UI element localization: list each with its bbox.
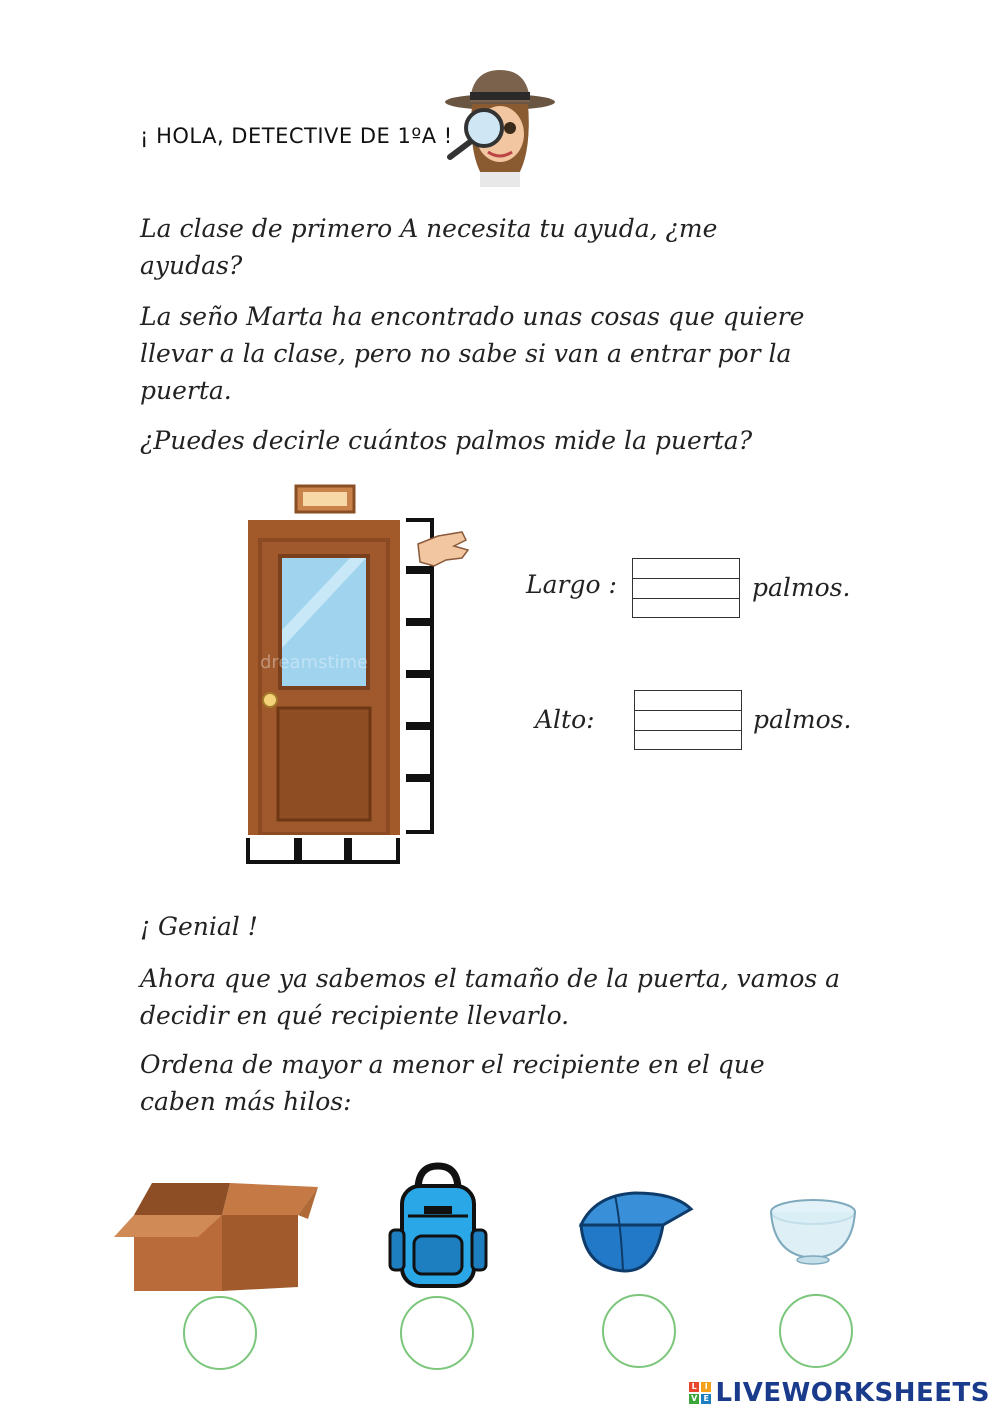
bowl-icon <box>768 1196 858 1266</box>
second-paragraph-1: Ahora que ya sabemos el tamaño de la puerta, vamos a decidir en qué recipiente llevarlo. <box>140 964 841 1030</box>
alto-unit: palmos. <box>753 705 852 734</box>
intro-paragraph-1: La clase de primero A necesita tu ayuda, ¿me ayudas? <box>140 214 718 280</box>
largo-input-2[interactable] <box>633 581 739 600</box>
intro-question: ¿Puedes decirle cuántos palmos mide la puerta? <box>140 426 753 455</box>
liveworksheets-brand <box>689 1378 990 1408</box>
horizontal-palm-marks <box>248 838 398 862</box>
order-circle-box[interactable] <box>183 1296 257 1370</box>
brand-text: LIVEWORKSHEETS <box>715 1378 990 1408</box>
genial-text: ¡ Genial ! <box>140 912 258 941</box>
hand-icon <box>418 532 468 566</box>
cap-icon <box>575 1185 695 1275</box>
watermark-text: dreamstime <box>260 652 369 673</box>
door-knob <box>263 693 277 707</box>
intro-paragraph-2: La seño Marta ha encontrado unas cosas que quiere llevar a la clase, pero no sabe si van a entrar por la puerta. <box>140 302 805 405</box>
largo-input-3[interactable] <box>633 601 739 620</box>
alto-answer-box <box>634 690 742 750</box>
largo-unit: palmos. <box>752 573 851 602</box>
largo-answer-box <box>632 558 740 618</box>
door-illustration <box>240 480 480 870</box>
alto-input-3[interactable] <box>635 733 741 752</box>
order-circle-backpack[interactable] <box>400 1296 474 1370</box>
detective-avatar <box>440 62 560 187</box>
alto-label: Alto: <box>535 705 595 734</box>
largo-label: Largo : <box>526 570 617 599</box>
backpack-icon <box>388 1160 488 1290</box>
vertical-palm-marks <box>406 520 432 832</box>
second-paragraph-2: Ordena de mayor a menor el recipiente en el que caben más hilos: <box>140 1050 765 1116</box>
order-circle-bowl[interactable] <box>779 1294 853 1368</box>
liveworksheets-logo-icon: L I V E <box>689 1382 711 1404</box>
page-title: ¡ HOLA, DETECTIVE DE 1ºA ! <box>140 124 453 148</box>
order-circle-cap[interactable] <box>602 1294 676 1368</box>
largo-input-1[interactable] <box>633 561 739 580</box>
alto-input-2[interactable] <box>635 713 741 732</box>
alto-input-1[interactable] <box>635 693 741 712</box>
box-icon <box>112 1175 322 1293</box>
